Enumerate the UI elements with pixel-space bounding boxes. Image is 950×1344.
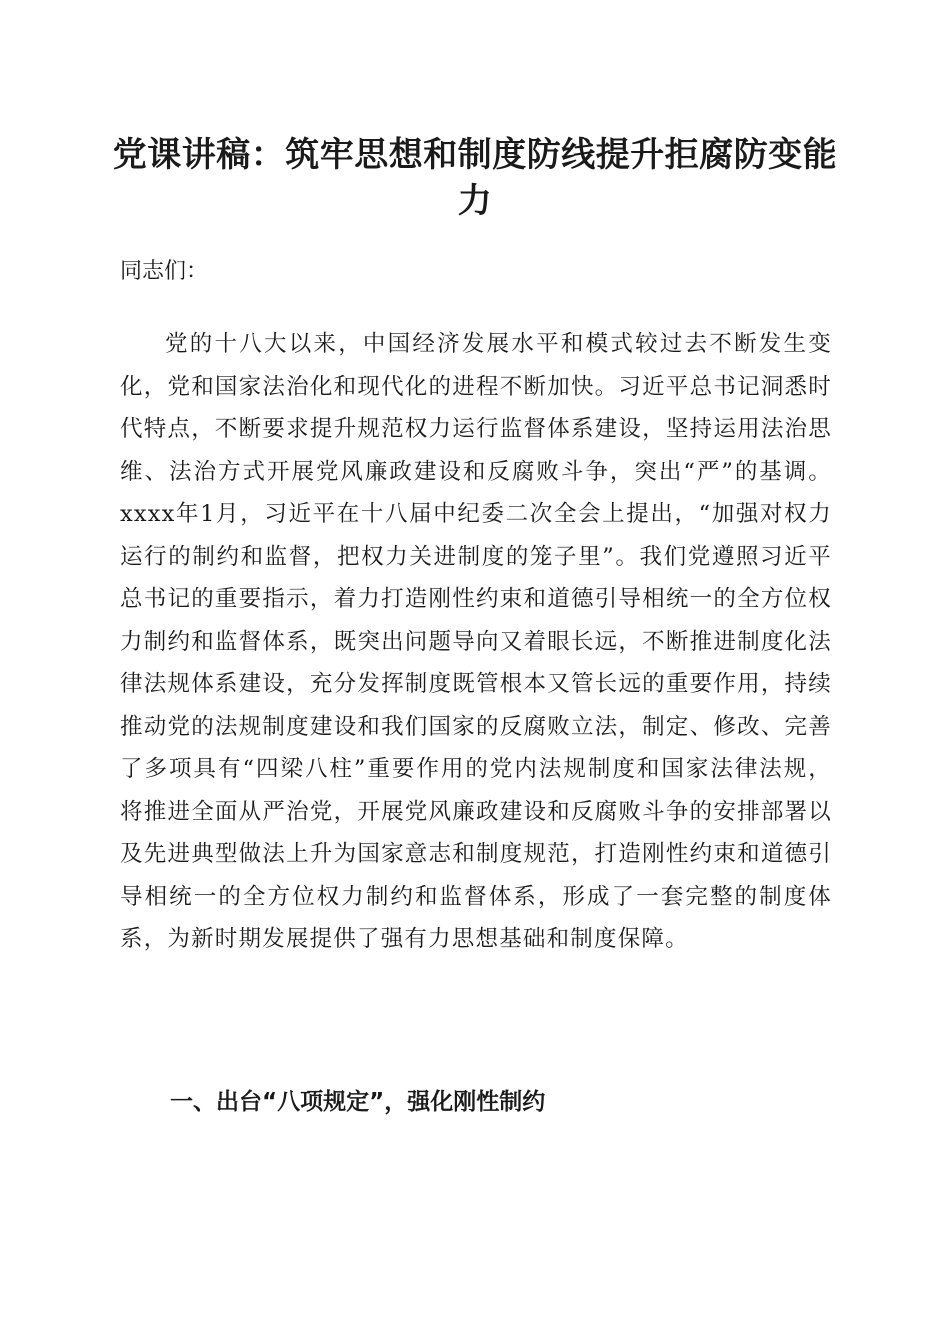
section-heading: 一、出台“八项规定”，强化刚性制约 [170, 1089, 546, 1115]
document-title: 党课讲稿：筑牢思想和制度防线提升拒腐防变能力 [112, 135, 838, 221]
salutation: 同志们： [120, 259, 209, 284]
body-paragraph: 党的十八大以来，中国经济发展水平和模式较过去不断发生变化，党和国家法治化和现代化的进程不断加快。习近平总书记洞悉时代特点，不断要求提升规范权力运行监督体系建设，坚持运用法治思维、法治方式开展党风廉政建设和反腐败斗争，突出“严”的基调。xxxx年1月，习近平在十八届中纪委二次全会上提出，“加强对权力运行的制约和监督，把权力关进制度的笼子里”。我们党遵照习近平总书记的重要指示，着力打造刚性约束和道德引导相统一的全方位权力制约和监督体系，既突出问题导向又着眼长远，不断推进制度化法律法规体系建设，充分发挥制度既管根本又管长远的重要作用，持续推动党的法规制度建设和我们国家的反腐败立法，制定、修改、完善了多项具有“四梁八柱”重要作用的党内法规制度和国家法律法规，将推进全面从严治党，开展党风廉政建设和反腐败斗争的安排部署以及先进典型做法上升为国家意志和制度规范，打造刚性约束和道德引导相统一的全方位权力制约和监督体系，形成了一套完整的制度体系，为新时期发展提供了强有力思想基础和制度保障。 [120, 331, 832, 952]
